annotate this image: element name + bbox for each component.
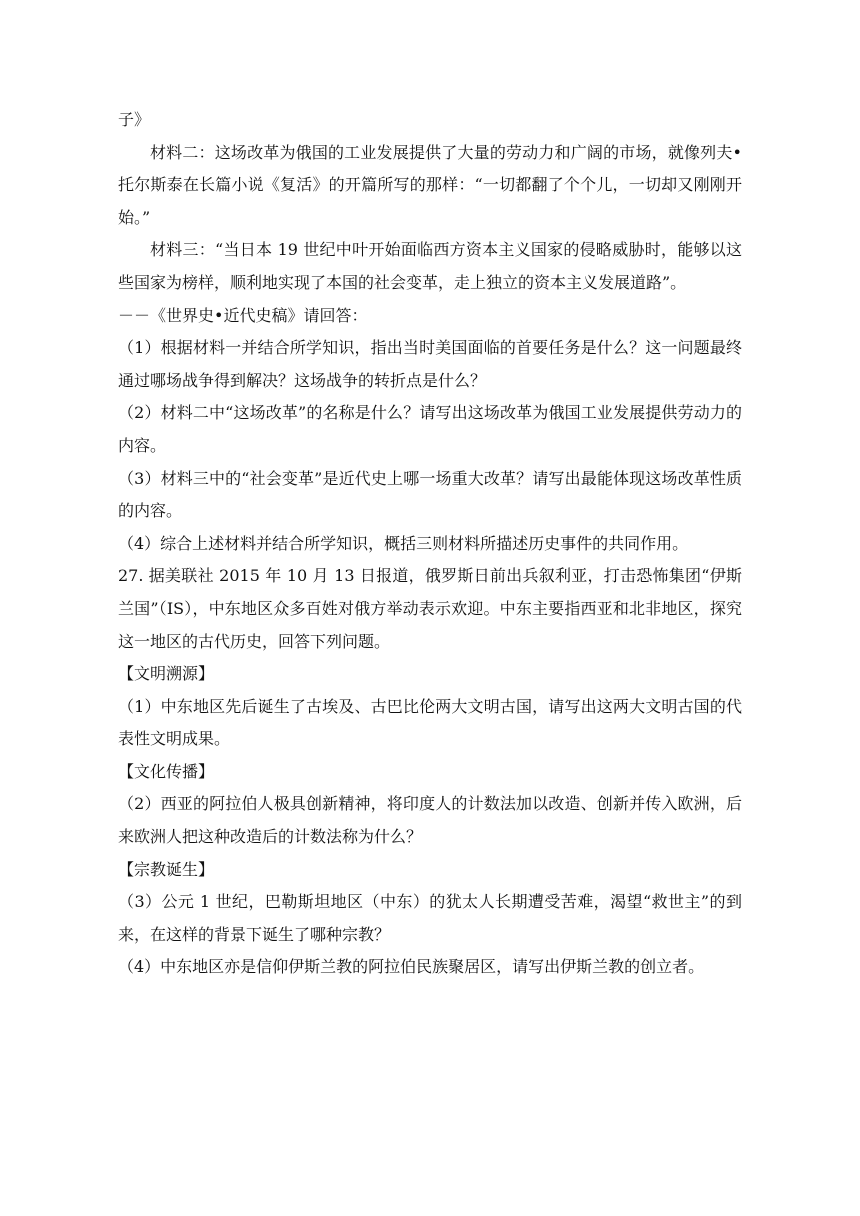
question-item: （2）材料二中“这场改革”的名称是什么？请写出这场改革为俄国工业发展提供劳动力的内容。 (118, 403, 742, 455)
material-two-paragraph: 材料二：这场改革为俄国的工业发展提供了大量的劳动力和广阔的市场，就像列夫•托尔斯泰在长篇小说《复活》的开篇所写的那样：“一切都翻了个个儿，一切却又刚刚开始。” (118, 142, 742, 227)
material-three-paragraph: 材料三：“当日本 19 世纪中叶开始面临西方资本主义国家的侵略威胁时，能够以这些国家为榜样，顺利地实现了本国的社会变革，走上独立的资本主义发展道路”。 (118, 240, 742, 292)
document-body (118, 104, 742, 984)
question-item: （3）公元 1 世纪，巴勒斯坦地区（中东）的犹太人长期遭受苦难，渴望“救世主”的到来，在这样的背景下诞生了哪种宗教？ (118, 892, 742, 944)
section-heading: 【文明溯源】 (118, 664, 215, 684)
question-27-stem: 27. 据美联社 2015 年 10 月 13 日报道，俄罗斯日前出兵叙利亚，打击恐怖集团“伊斯兰国”（IS），中东地区众多百姓对俄方举动表示欢迎。中东主要指西亚和北非地区，探究这一地区的古代历史，回答下列问题。 (118, 566, 742, 651)
question-item: （4）综合上述材料并结合所学知识，概括三则材料所描述历史事件的共同作用。 (118, 533, 689, 553)
question-item: （1）根据材料一并结合所学知识，指出当时美国面临的首要任务是什么？这一问题最终通过哪场战争得到解决？这场战争的转折点是什么？ (118, 338, 742, 390)
question-item: （2）西亚的阿拉伯人极具创新精神，将印度人的计数法加以改造、创新并传入欧洲，后来欧洲人把这种改造后的计数法称为什么？ (118, 794, 742, 847)
question-item: （4）中东地区亦是信仰伊斯兰教的阿拉伯民族聚居区，请写出伊斯兰教的创立者。 (118, 957, 705, 977)
section-heading: 【文化传播】 (118, 761, 215, 781)
source-citation: －－《世界史•近代史稿》请回答： (118, 305, 368, 325)
section-heading: 【宗教诞生】 (118, 859, 215, 879)
question-item: （1）中东地区先后诞生了古埃及、古巴比伦两大文明古国，请写出这两大文明古国的代表性文明成果。 (118, 696, 742, 749)
paragraph-continuation: 子》 (118, 110, 151, 129)
question-item: （3）材料三中的“社会变革”是近代史上哪一场重大改革？请写出最能体现这场改革性质的内容。 (118, 468, 742, 521)
